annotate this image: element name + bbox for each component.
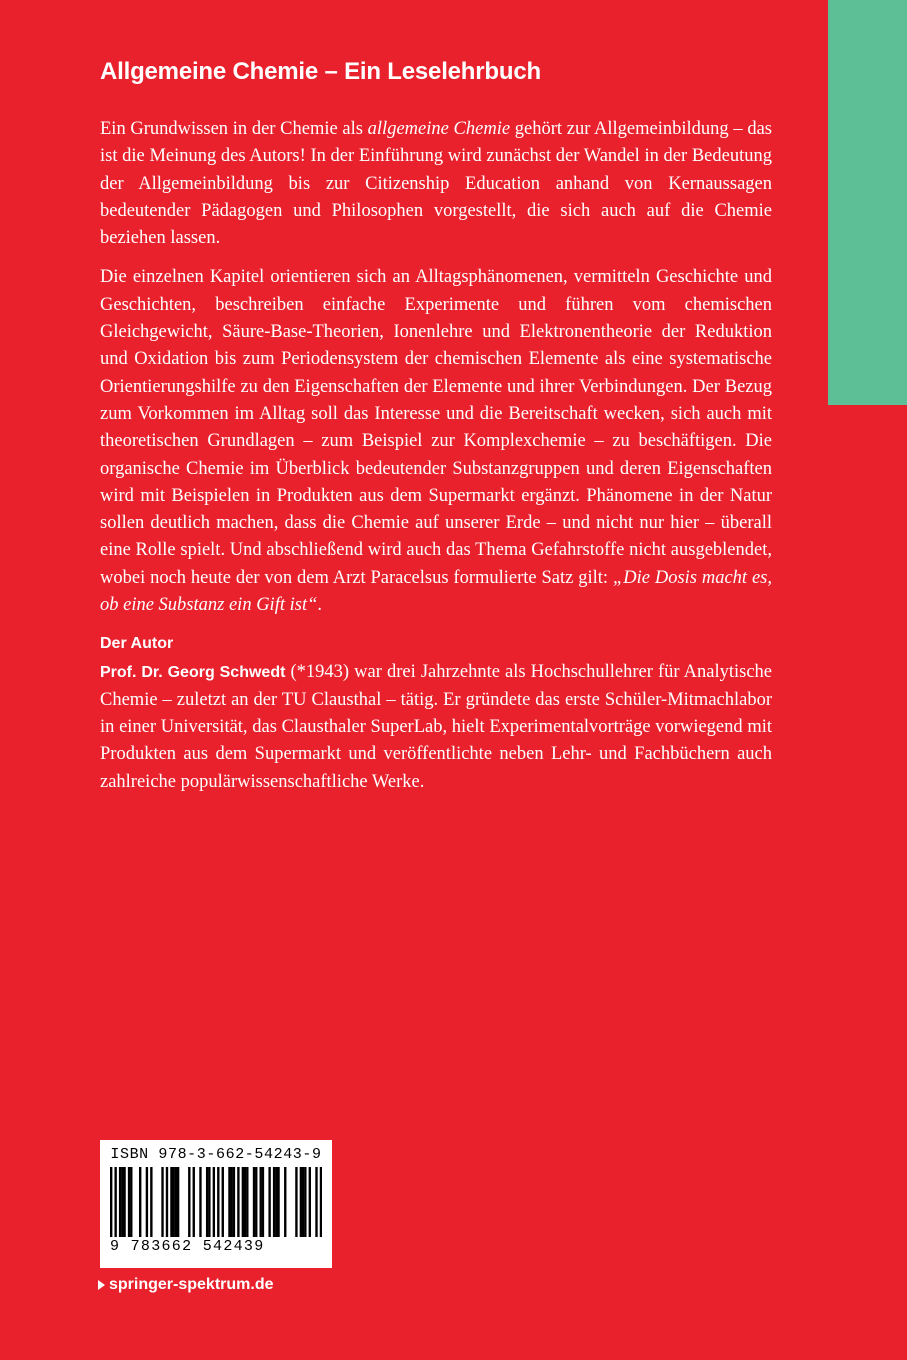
barcode-bar	[193, 1167, 195, 1237]
barcode-bar	[128, 1167, 130, 1237]
publisher-link[interactable]	[98, 1276, 273, 1294]
author-heading: Der Autor	[100, 635, 174, 653]
barcode-bar	[262, 1167, 264, 1237]
barcode-bar	[166, 1167, 168, 1237]
barcode-bar	[320, 1167, 322, 1237]
author-name: Prof. Dr. Georg Schwedt	[100, 664, 286, 682]
barcode-bar	[222, 1167, 224, 1237]
back-cover-text	[100, 58, 772, 808]
barcode-bar	[246, 1167, 248, 1237]
publisher-url: springer-spektrum.de	[109, 1276, 274, 1293]
barcode-bar	[150, 1167, 152, 1237]
barcode-bar	[304, 1167, 306, 1237]
barcode-bar	[110, 1167, 112, 1237]
chapters-paragraph: Die einzelnen Kapitel orientieren sich an Alltagsphänomenen, vermitteln Geschichte und Geschichten, beschreiben einfache Experimente und führen vom chemischen Gleichgewicht, Säure-Base-Theorien, Ionenlehre und Elektronentheorie der Reduktion und Oxidation bis zum Periodensystem der chemischen Elemente als eine systematische Orientierungshilfe zu den Eigenschaften der Elemente und ihrer Verbindungen. Der Bezug zum Vorkommen im Alltag soll das Interesse und die Bereitschaft wecken, sich auch mit theoretischen Grundlagen – zum Beispiel zur Komplexchemie – zu beschäftigen. Die organische Chemie im Überblick bedeutender Substanzgruppen und deren Eigenschaften wird mit Beispielen in Produkten aus dem Supermarkt ergänzt. Phänomene in der Natur sollen deutlich machen, dass die Chemie auf unserer Erde – und nicht nur hier – überall eine Rolle spielt. Und abschließend wird auch das Thema Gefahrstoffe nicht ausgeblendet, wobei noch heute der von dem Arzt Paracelsus formulierte Satz gilt: „Die Dosis macht es, ob eine Substanz ein Gift ist“.	[100, 267, 772, 616]
barcode-bar	[139, 1167, 141, 1237]
author-bio: Prof. Dr. Georg Schwedt (*1943) war drei Jahrzehnte als Hochschullehrer für Analytische Chemie – zuletzt an der TU Clausthal – tätig. Er gründete das erste Schüler-Mitmachlabor in einer Universität, das Clausthaler SuperLab, hielt Experimentalvorträge vorwiegend mit Produkten aus dem Supermarkt und veröffentlichte neben Lehr- und Fachbüchern auch zahlreiche populärwissenschaftliche Werke.	[100, 662, 772, 792]
barcode-bars	[110, 1167, 322, 1237]
emphasis-text: allgemeine Chemie	[367, 119, 511, 139]
barcode-bar	[121, 1167, 123, 1237]
barcode-bar	[273, 1167, 275, 1237]
accent-bar	[828, 0, 907, 405]
barcode-bar	[300, 1167, 302, 1237]
barcode-bar	[255, 1167, 257, 1237]
barcode-bar	[170, 1167, 172, 1237]
barcode-bar	[119, 1167, 121, 1237]
barcode-bar	[268, 1167, 270, 1237]
barcode-bar	[275, 1167, 277, 1237]
barcode-bar	[130, 1167, 132, 1237]
paracelsus-quote: „Die Dosis macht es, ob eine Substanz ein Gift ist“	[100, 567, 772, 616]
barcode-bar	[315, 1167, 317, 1237]
barcode-bar	[188, 1167, 190, 1237]
barcode-bar	[277, 1167, 279, 1237]
barcode-bar	[228, 1167, 230, 1237]
book-title: Allgemeine Chemie – Ein Leselehrbuch	[100, 58, 541, 85]
isbn-label: ISBN 978-3-662-54243-9	[110, 1146, 322, 1163]
barcode-bar	[242, 1167, 244, 1237]
barcode-bar	[206, 1167, 208, 1237]
barcode-bar	[253, 1167, 255, 1237]
barcode-bar	[217, 1167, 219, 1237]
barcode-bar	[175, 1167, 177, 1237]
barcode-bar	[260, 1167, 262, 1237]
barcode-bar	[114, 1167, 116, 1237]
barcode-bar	[213, 1167, 215, 1237]
barcode-bar	[295, 1167, 297, 1237]
barcode-bar	[244, 1167, 246, 1237]
barcode-bar	[199, 1167, 201, 1237]
barcode-bar	[233, 1167, 235, 1237]
barcode-bar	[309, 1167, 311, 1237]
barcode-bar	[146, 1167, 148, 1237]
intro-paragraph: Ein Grundwissen in der Chemie als allgemeine Chemie gehört zur Allgemeinbildung – das ist die Meinung des Autors! In der Einführung wird zunächst der Wandel in der Bedeutung der Allgemeinbildung bis zur Citizenship Education anhand von Kernaussagen bedeutender Pädagogen und Philosophen vorgestellt, die sich auch auf die Chemie beziehen lassen.	[100, 119, 772, 249]
barcode-bar	[161, 1167, 163, 1237]
barcode-bar	[123, 1167, 125, 1237]
barcode-bar	[177, 1167, 179, 1237]
barcode-bar	[208, 1167, 210, 1237]
barcode-bar	[302, 1167, 304, 1237]
barcode-bar	[172, 1167, 174, 1237]
barcode-bar	[237, 1167, 239, 1237]
barcode-digits: 9 783662 542439	[110, 1238, 265, 1255]
barcode-bar	[231, 1167, 233, 1237]
isbn-barcode	[100, 1140, 332, 1268]
arrow-right-icon	[98, 1280, 105, 1290]
barcode-bar	[284, 1167, 286, 1237]
